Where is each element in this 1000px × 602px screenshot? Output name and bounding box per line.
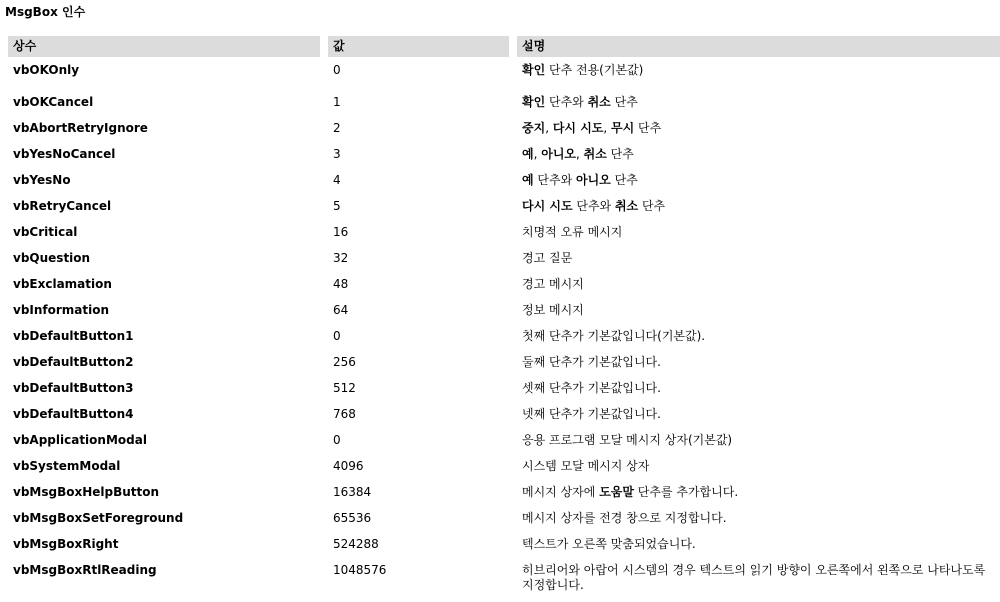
table-row — [8, 91, 1000, 117]
description-keyword: 무시 — [611, 121, 635, 135]
description-cell — [517, 559, 1000, 593]
table-row — [8, 299, 1000, 325]
description-keyword: 아니오 — [541, 147, 577, 161]
description-text: 단추 — [610, 173, 638, 187]
description-text: 셋째 단추가 기본값입니다. — [522, 381, 661, 395]
description-text: 단추 — [610, 95, 638, 109]
msgbox-arguments-table — [8, 36, 1000, 593]
constant-cell: vbDefaultButton3 — [13, 381, 134, 395]
value-cell: 768 — [333, 407, 356, 421]
constant-cell: vbExclamation — [13, 277, 112, 291]
description-cell — [517, 273, 1000, 299]
value-cell: 4096 — [333, 459, 364, 473]
value-cell: 65536 — [333, 511, 372, 525]
constant-cell: vbYesNoCancel — [13, 147, 116, 161]
table-row — [8, 455, 1000, 481]
description-text: 단추 — [638, 199, 666, 213]
constant-cell: vbInformation — [13, 303, 110, 317]
constant-cell: vbMsgBoxSetForeground — [13, 511, 184, 525]
description-cell — [517, 429, 1000, 455]
description-keyword: 아니오 — [576, 173, 611, 187]
table-row — [8, 325, 1000, 351]
description-keyword: 다시 시도 — [552, 121, 604, 135]
description-keyword: 다시 시도 — [522, 199, 573, 213]
description-cell — [517, 377, 1000, 403]
description-text: 넷째 단추가 기본값입니다. — [522, 407, 661, 421]
description-text: 둘째 단추가 기본값입니다. — [522, 355, 661, 369]
description-text: 단추를 추가합니다. — [633, 485, 739, 499]
constant-cell: vbSystemModal — [13, 459, 121, 473]
description-text: , — [603, 121, 612, 135]
description-cell — [517, 247, 1000, 273]
constant-cell: vbDefaultButton4 — [13, 407, 134, 421]
description-cell — [517, 403, 1000, 429]
value-cell: 1 — [333, 95, 341, 109]
constant-cell: vbYesNo — [13, 173, 71, 187]
description-text: 경고 질문 — [522, 251, 573, 265]
value-cell: 64 — [333, 303, 349, 317]
table-row — [8, 195, 1000, 221]
description-text: 히브리어와 아랍어 시스템의 경우 텍스트의 읽기 방향이 오른쪽에서 왼쪽으로 나타나도록 지정합니다. — [522, 563, 986, 592]
table-row — [8, 57, 1000, 91]
constant-cell: vbDefaultButton2 — [13, 355, 134, 369]
description-cell — [517, 195, 1000, 221]
description-text: 응용 프로그램 모달 메시지 상자(기본값) — [522, 433, 733, 447]
description-text: , — [545, 121, 553, 135]
description-keyword: 취소 — [583, 147, 607, 161]
description-keyword: 확인 — [522, 95, 546, 109]
value-cell: 3 — [333, 147, 341, 161]
value-cell: 524288 — [333, 537, 379, 551]
table-row — [8, 351, 1000, 377]
header-constant: 상수 — [8, 36, 328, 57]
description-text: 단추 — [634, 121, 662, 135]
description-cell — [517, 351, 1000, 377]
description-keyword: 예 — [522, 147, 534, 161]
description-text: 단추와 — [572, 199, 615, 213]
value-cell: 4 — [333, 173, 341, 187]
constant-cell: vbQuestion — [13, 251, 91, 265]
value-cell: 16 — [333, 225, 349, 239]
constant-cell: vbAbortRetryIgnore — [13, 121, 148, 135]
description-text: 시스템 모달 메시지 상자 — [522, 459, 650, 473]
description-cell — [517, 143, 1000, 169]
value-cell: 512 — [333, 381, 356, 395]
table-row — [8, 117, 1000, 143]
description-cell — [517, 481, 1000, 507]
description-text: 첫째 단추가 기본값입니다(기본값). — [522, 329, 706, 343]
value-cell: 32 — [333, 251, 349, 265]
table-row — [8, 143, 1000, 169]
description-text: 메시지 상자에 — [522, 485, 600, 499]
description-keyword: 도움말 — [599, 485, 634, 499]
value-cell: 48 — [333, 277, 349, 291]
table-row — [8, 377, 1000, 403]
constant-cell: vbMsgBoxRight — [13, 537, 119, 551]
description-text: , — [576, 147, 584, 161]
description-cell — [517, 299, 1000, 325]
table-row — [8, 559, 1000, 593]
page-title: MsgBox 인수 — [5, 5, 86, 19]
header-description: 설명 — [517, 36, 1000, 57]
description-text: 메시지 상자를 전경 창으로 지정합니다. — [522, 511, 727, 525]
table-row — [8, 507, 1000, 533]
table-row — [8, 221, 1000, 247]
table-row — [8, 169, 1000, 195]
description-keyword: 중지 — [522, 121, 546, 135]
constant-cell: vbMsgBoxRtlReading — [13, 563, 157, 577]
value-cell: 256 — [333, 355, 356, 369]
constant-cell: vbDefaultButton1 — [13, 329, 134, 343]
table-row — [8, 403, 1000, 429]
value-cell: 0 — [333, 433, 341, 447]
table-row — [8, 247, 1000, 273]
description-cell — [517, 57, 1000, 91]
description-cell — [517, 117, 1000, 143]
value-cell: 2 — [333, 121, 341, 135]
constant-cell: vbCritical — [13, 225, 78, 239]
description-cell — [517, 169, 1000, 195]
description-keyword: 취소 — [587, 95, 611, 109]
description-text: 단추 전용(기본값) — [545, 63, 644, 77]
description-cell — [517, 325, 1000, 351]
description-cell — [517, 91, 1000, 117]
header-value: 값 — [328, 36, 517, 57]
description-keyword: 취소 — [614, 199, 639, 213]
table-row — [8, 533, 1000, 559]
table-header-row — [8, 36, 1000, 57]
description-text: 단추와 — [545, 95, 588, 109]
description-cell — [517, 455, 1000, 481]
description-text: 정보 메시지 — [522, 303, 584, 317]
description-keyword: 예 — [522, 173, 534, 187]
constant-cell: vbApplicationModal — [13, 433, 147, 447]
constant-cell: vbMsgBoxHelpButton — [13, 485, 160, 499]
description-text: 치명적 오류 메시지 — [522, 225, 623, 239]
constant-cell: vbOKCancel — [13, 95, 94, 109]
description-text: 경고 메시지 — [522, 277, 584, 291]
table-row — [8, 481, 1000, 507]
description-text: , — [533, 147, 542, 161]
value-cell: 1048576 — [333, 563, 387, 577]
table-body — [8, 57, 1000, 593]
description-text: 단추와 — [533, 173, 576, 187]
constant-cell: vbRetryCancel — [13, 199, 112, 213]
description-text: 텍스트가 오른쪽 맞춤되었습니다. — [522, 537, 696, 551]
value-cell: 0 — [333, 329, 341, 343]
description-keyword: 확인 — [522, 63, 546, 77]
description-text: 단추 — [606, 147, 634, 161]
table-row — [8, 273, 1000, 299]
description-cell — [517, 221, 1000, 247]
value-cell: 0 — [333, 63, 341, 77]
value-cell: 16384 — [333, 485, 372, 499]
value-cell: 5 — [333, 199, 341, 213]
description-cell — [517, 507, 1000, 533]
table-row — [8, 429, 1000, 455]
constant-cell: vbOKOnly — [13, 63, 80, 77]
description-cell — [517, 533, 1000, 559]
